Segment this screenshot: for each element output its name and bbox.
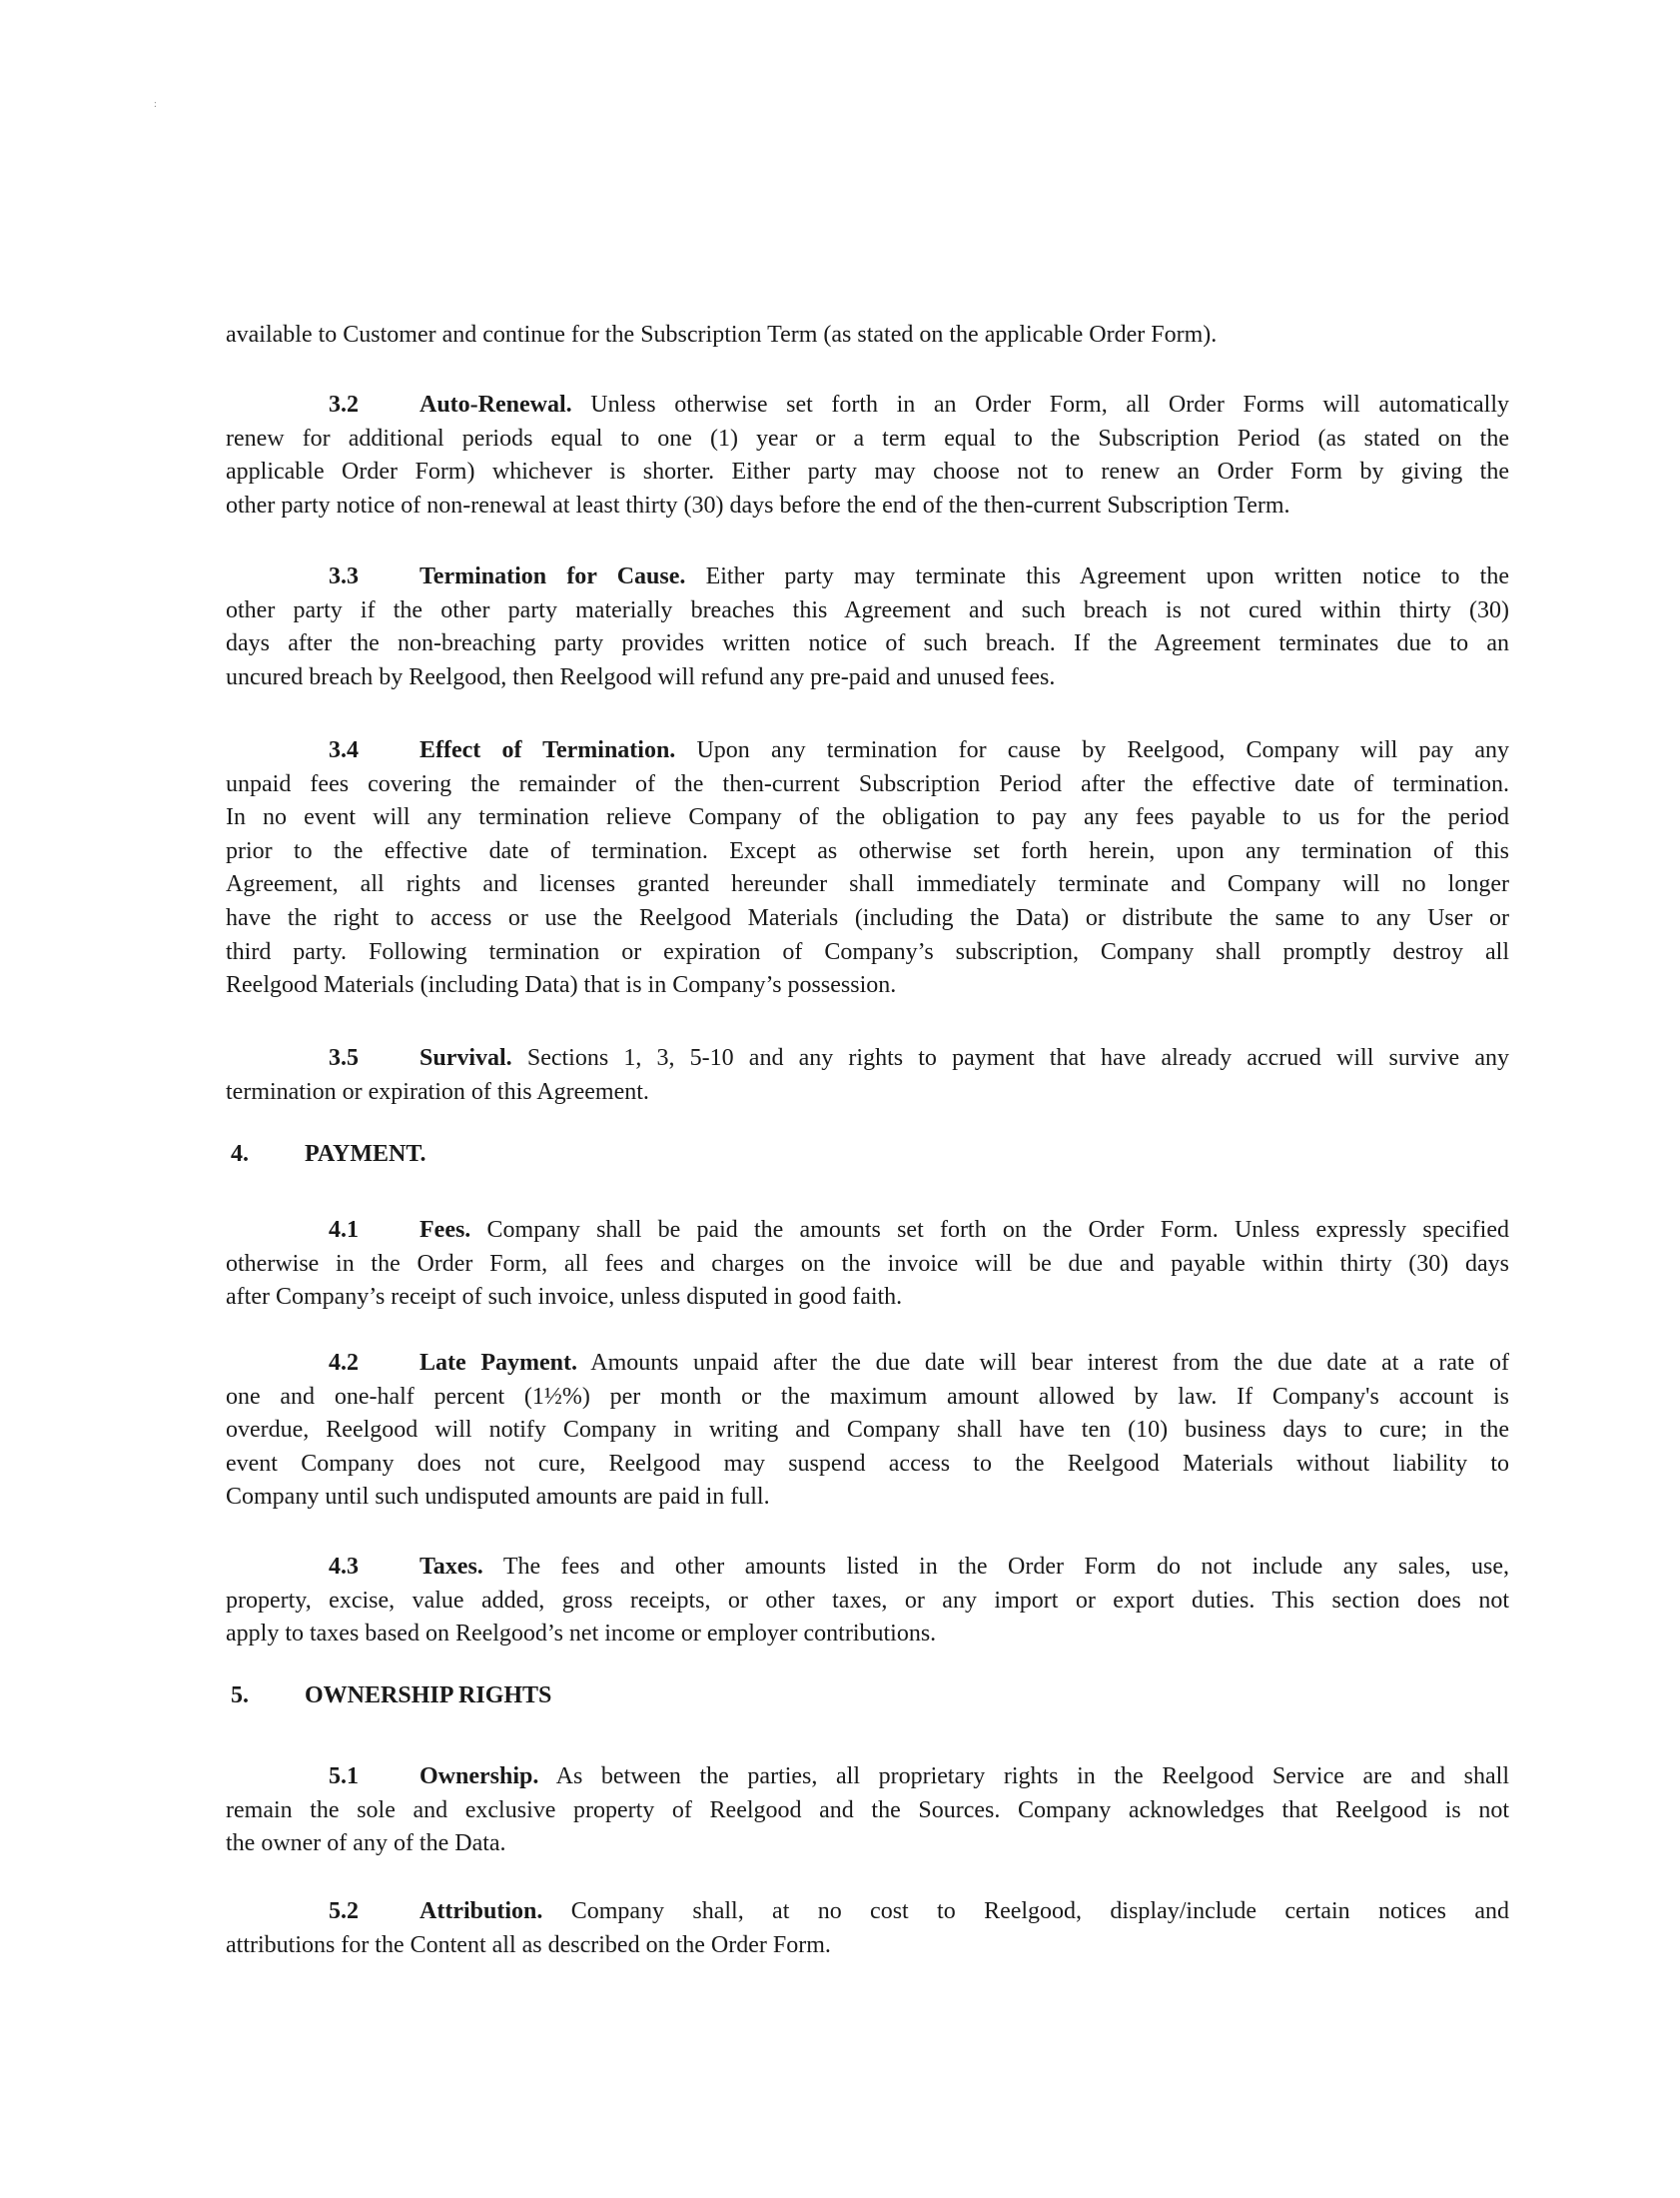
text-line [226, 969, 1509, 1003]
section-number: 5. [231, 1682, 249, 1708]
line-text: days after the non-breaching party provides written notice of such breach. If the Agreement terminates due to an [226, 630, 1509, 657]
clause-5-2 [226, 1895, 1509, 1962]
clause-4-2 [226, 1347, 1509, 1515]
text-line [226, 835, 1509, 869]
line-text: Reelgood Materials (including Data) that is in Company’s possession. [226, 972, 897, 999]
clause-heading: Survival. [420, 1045, 512, 1071]
clause-heading: Taxes. [420, 1554, 483, 1580]
clause-number: 5.1 [329, 1763, 359, 1789]
clause-4-3 [226, 1551, 1509, 1651]
line-text: Agreement, all rights and licenses granted hereunder shall immediately terminate and Company will no longer [226, 871, 1509, 898]
clause-heading: Termination for Cause. [420, 563, 686, 589]
line-text: unpaid fees covering the remainder of the then-current Subscription Period after the effective date of termination. [226, 770, 1509, 797]
line-text: Upon any termination for cause by Reelgood, Company will pay any [675, 737, 1509, 763]
line-text: third party. Following termination or expiration of Company’s subscription, Company shall promptly destroy all [226, 938, 1509, 965]
clause-5-1 [226, 1760, 1509, 1861]
section-title: OWNERSHIP RIGHTS [305, 1682, 552, 1708]
section-heading [231, 1141, 426, 1168]
clause-number: 3.5 [329, 1045, 359, 1071]
line-text: other party notice of non-renewal at least thirty (30) days before the end of the then-current Subscription Term. [226, 492, 1290, 519]
line-text: otherwise in the Order Form, all fees and charges on the invoice will be due and payable within thirty (30) days [226, 1250, 1509, 1277]
clause-number: 4.3 [329, 1554, 359, 1580]
clause-3-4 [226, 734, 1509, 1003]
text-line [226, 1414, 1509, 1448]
line-text: As between the parties, all proprietary rights in the Reelgood Service are and shall [538, 1763, 1509, 1789]
line-text: The fees and other amounts listed in the Order Form do not include any sales, use, [482, 1554, 1509, 1580]
clause-3-5 [226, 1042, 1509, 1109]
text-line [226, 1481, 1509, 1515]
line-text: available to Customer and continue for the Subscription Term (as stated on the applicable Order Form). [226, 322, 1218, 348]
line-text: event Company does not cure, Reelgood may suspend access to the Reelgood Materials without liability to [226, 1450, 1509, 1477]
text-line [226, 801, 1509, 835]
line-text: attributions for the Content all as described on the Order Form. [226, 1931, 831, 1958]
text-line [226, 456, 1509, 490]
text-line [226, 1248, 1509, 1282]
clause-3-2 [226, 389, 1509, 523]
line-text: other party if the other party materially breaches this Agreement and such breach is not cured within thirty (30) [226, 596, 1509, 623]
text-line [226, 594, 1509, 628]
text-line [226, 1929, 1509, 1963]
text-line [226, 734, 1509, 768]
text-line [226, 1448, 1509, 1482]
line-text: renew for additional periods equal to one (1) year or a term equal to the Subscription Period (as stated on the [226, 425, 1509, 452]
text-line [226, 1076, 1509, 1110]
text-line [226, 1042, 1509, 1076]
text-line [226, 868, 1509, 902]
line-text: after Company’s receipt of such invoice, unless disputed in good faith. [226, 1284, 903, 1311]
line-text: termination or expiration of this Agreement. [226, 1078, 649, 1105]
text-line [226, 1618, 1509, 1651]
line-text: applicable Order Form) whichever is shorter. Either party may choose not to renew an Order Form by giving the [226, 459, 1509, 486]
text-line [226, 1794, 1509, 1828]
text-line [226, 389, 1509, 423]
text-line [226, 1381, 1509, 1415]
line-text: Unless otherwise set forth in an Order Form, all Order Forms will automatically [571, 392, 1509, 418]
line-text: Company shall be paid the amounts set forth on the Order Form. Unless expressly specified [470, 1217, 1509, 1243]
clause-heading: Attribution. [420, 1898, 543, 1924]
line-text: property, excise, value added, gross receipts, or other taxes, or any import or export duties. This section does not [226, 1587, 1509, 1614]
line-text: Either party may terminate this Agreement upon written notice to the [685, 563, 1509, 589]
text-line [226, 1214, 1509, 1248]
scan-artifact: : [154, 99, 157, 110]
clause-heading: Late Payment. [420, 1350, 577, 1376]
line-text: remain the sole and exclusive property of Reelgood and the Sources. Company acknowledges that Reelgood is not [226, 1796, 1509, 1823]
line-text: have the right to access or use the Reelgood Materials (including the Data) or distribute the same to any User or [226, 904, 1509, 931]
text-line [226, 1551, 1509, 1585]
text-line [226, 1895, 1509, 1929]
continued-paragraph [226, 319, 1509, 353]
text-line [226, 1760, 1509, 1794]
clause-4-1 [226, 1214, 1509, 1315]
line-text: Amounts unpaid after the due date will bear interest from the due date at a rate of [576, 1350, 1509, 1376]
text-line [226, 1281, 1509, 1315]
text-line [226, 1585, 1509, 1619]
text-line [226, 1347, 1509, 1381]
text-line [226, 661, 1509, 695]
clause-number: 5.2 [329, 1898, 359, 1924]
text-line [226, 490, 1509, 524]
line-text: prior to the effective date of termination. Except as otherwise set forth herein, upon any termination of this [226, 837, 1509, 864]
line-text: Company shall, at no cost to Reelgood, display/include certain notices and [542, 1898, 1509, 1924]
text-line [226, 627, 1509, 661]
line-text: one and one-half percent (1½%) per month or the maximum amount allowed by law. If Company's account is [226, 1383, 1509, 1410]
text-line [226, 423, 1509, 457]
clause-heading: Fees. [420, 1217, 471, 1243]
text-line [226, 1827, 1509, 1861]
text-line [226, 902, 1509, 936]
line-text: In no event will any termination relieve Company of the obligation to pay any fees payable to us for the period [226, 804, 1509, 831]
text-line [226, 936, 1509, 970]
line-text: Sections 1, 3, 5-10 and any rights to payment that have already accrued will survive any [511, 1045, 1509, 1071]
section-heading [231, 1682, 551, 1709]
clause-number: 4.2 [329, 1350, 359, 1376]
clause-heading: Ownership. [420, 1763, 539, 1789]
line-text: uncured breach by Reelgood, then Reelgood will refund any pre-paid and unused fees. [226, 663, 1056, 690]
clause-heading: Effect of Termination. [420, 737, 676, 763]
section-title: PAYMENT. [305, 1141, 426, 1167]
text-line [226, 560, 1509, 594]
section-number: 4. [231, 1141, 249, 1167]
clause-number: 3.2 [329, 392, 359, 418]
clause-3-3 [226, 560, 1509, 694]
text-line [226, 319, 1509, 353]
clause-number: 3.4 [329, 737, 359, 763]
line-text: Company until such undisputed amounts are paid in full. [226, 1484, 770, 1511]
clause-number: 3.3 [329, 563, 359, 589]
clause-heading: Auto-Renewal. [420, 392, 572, 418]
clause-number: 4.1 [329, 1217, 359, 1243]
line-text: overdue, Reelgood will notify Company in writing and Company shall have ten (10) business days to cure; in the [226, 1417, 1509, 1444]
text-line [226, 768, 1509, 802]
line-text: the owner of any of the Data. [226, 1830, 506, 1857]
line-text: apply to taxes based on Reelgood’s net income or employer contributions. [226, 1621, 937, 1648]
